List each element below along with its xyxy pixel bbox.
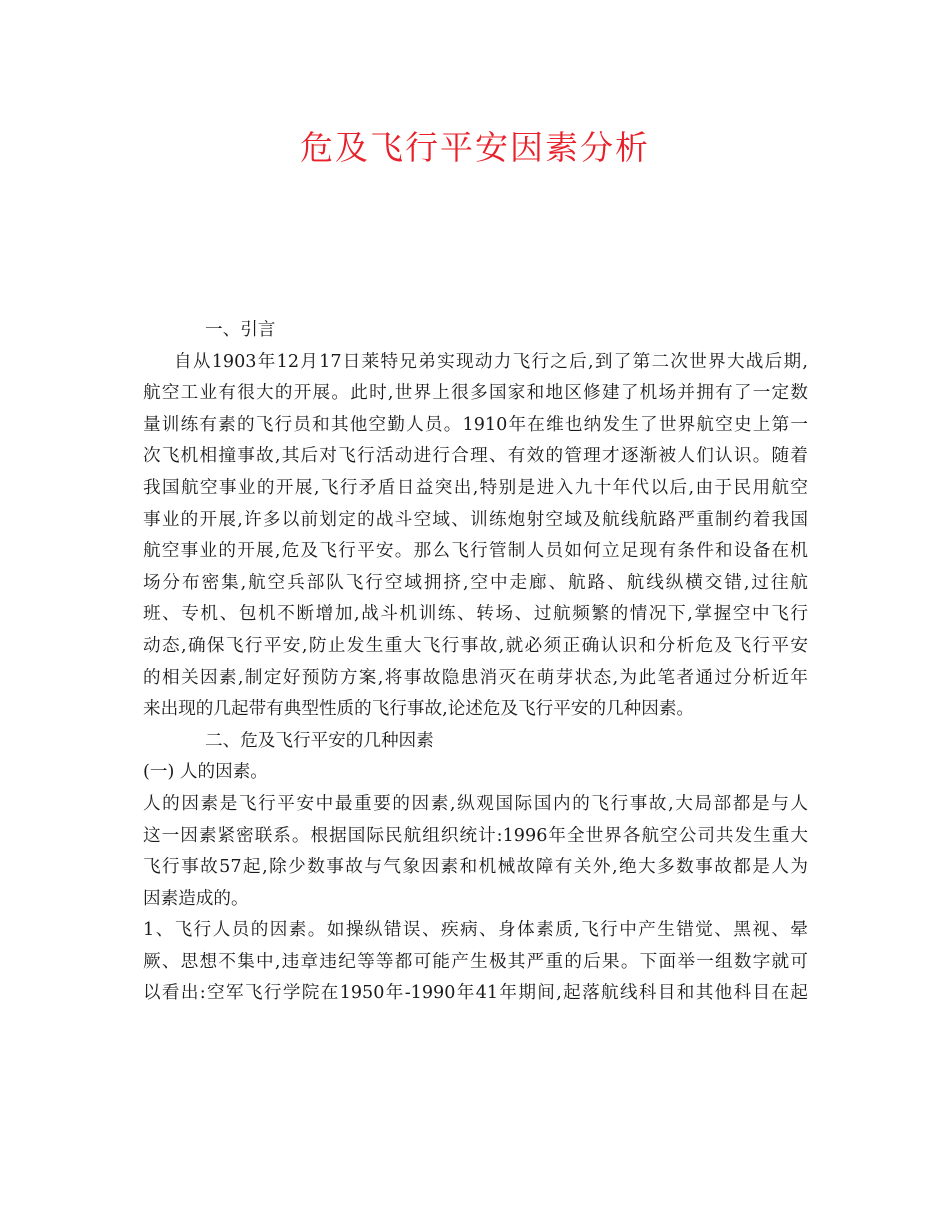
paragraph-line: 来出现的几起带有典型性质的飞行事故,论述危及飞行平安的几种因素。: [143, 699, 695, 720]
paragraph-line: 我国航空事业的开展,飞行矛盾日益突出,特别是进入九十年代以后,由于民用航空: [143, 477, 808, 498]
paragraph-line: 因素造成的。: [143, 888, 249, 909]
paragraph-line: 的相关因素,制定好预防方案,将事故隐患消灭在萌芽状态,为此笔者通过分析近年: [143, 667, 808, 688]
paragraph-line: 量训练有素的飞行员和其他空勤人员。1910年在维也纳发生了世界航空史上第一: [143, 414, 808, 435]
document-title: 危及飞行平安因素分析: [300, 128, 650, 167]
paragraph-line: 自从1903年12月17日莱特兄弟实现动力飞行之后,到了第二次世界大战后期,: [174, 351, 808, 372]
paragraph-line: 1、飞行人员的因素。如操纵错误、疾病、身体素质,飞行中产生错觉、黑视、晕: [143, 920, 808, 941]
paragraph-line: 这一因素紧密联系。根据国际民航组织统计:1996年全世界各航空公司共发生重大: [143, 825, 808, 846]
section-heading-introduction: 一、引言: [205, 320, 276, 340]
paragraph-line: 以看出:空军飞行学院在1950年-1990年41年期间,起落航线科目和其他科目在起: [143, 983, 808, 1004]
subsection-heading-human-factor: (一) 人的因素。: [143, 762, 268, 783]
paragraph-line: 班、专机、包机不断增加,战斗机训练、转场、过航频繁的情况下,掌握空中飞行: [143, 604, 808, 625]
paragraph-line: 事业的开展,许多以前划定的战斗空域、训练炮射空域及航线航路严重制约着我国: [143, 509, 808, 530]
document-body: [143, 315, 808, 1010]
paragraph-line: 场分布密集,航空兵部队飞行空域拥挤,空中走廊、航路、航线纵横交错,过往航: [143, 572, 808, 593]
paragraph-line: 次飞机相撞事故,其后对飞行活动进行合理、有效的管理才逐渐被人们认识。随着: [143, 446, 808, 467]
paragraph-line: 动态,确保飞行平安,防止发生重大飞行事故,就必须正确认识和分析危及飞行平安: [143, 635, 808, 656]
human-factor-paragraph: [143, 789, 808, 915]
paragraph-line: 人的因素是飞行平安中最重要的因素,纵观国际国内的飞行事故,大局部都是与人: [143, 793, 808, 814]
paragraph-line: 厥、思想不集中,违章违纪等等都可能产生极其严重的后果。下面举一组数字就可: [143, 951, 808, 972]
paragraph-line: 航空工业有很大的开展。此时,世界上很多国家和地区修建了机场并拥有了一定数: [143, 383, 808, 404]
section-heading-factors: 二、危及飞行平安的几种因素: [205, 730, 434, 751]
introduction-paragraph: [143, 347, 808, 726]
pilot-factor-paragraph: [143, 915, 808, 1010]
paragraph-line: 飞行事故57起,除少数事故与气象因素和机械故障有关外,绝大多数事故都是人为: [143, 857, 808, 878]
paragraph-line: 航空事业的开展,危及飞行平安。那么飞行管制人员如何立足现有条件和设备在机: [143, 541, 808, 562]
